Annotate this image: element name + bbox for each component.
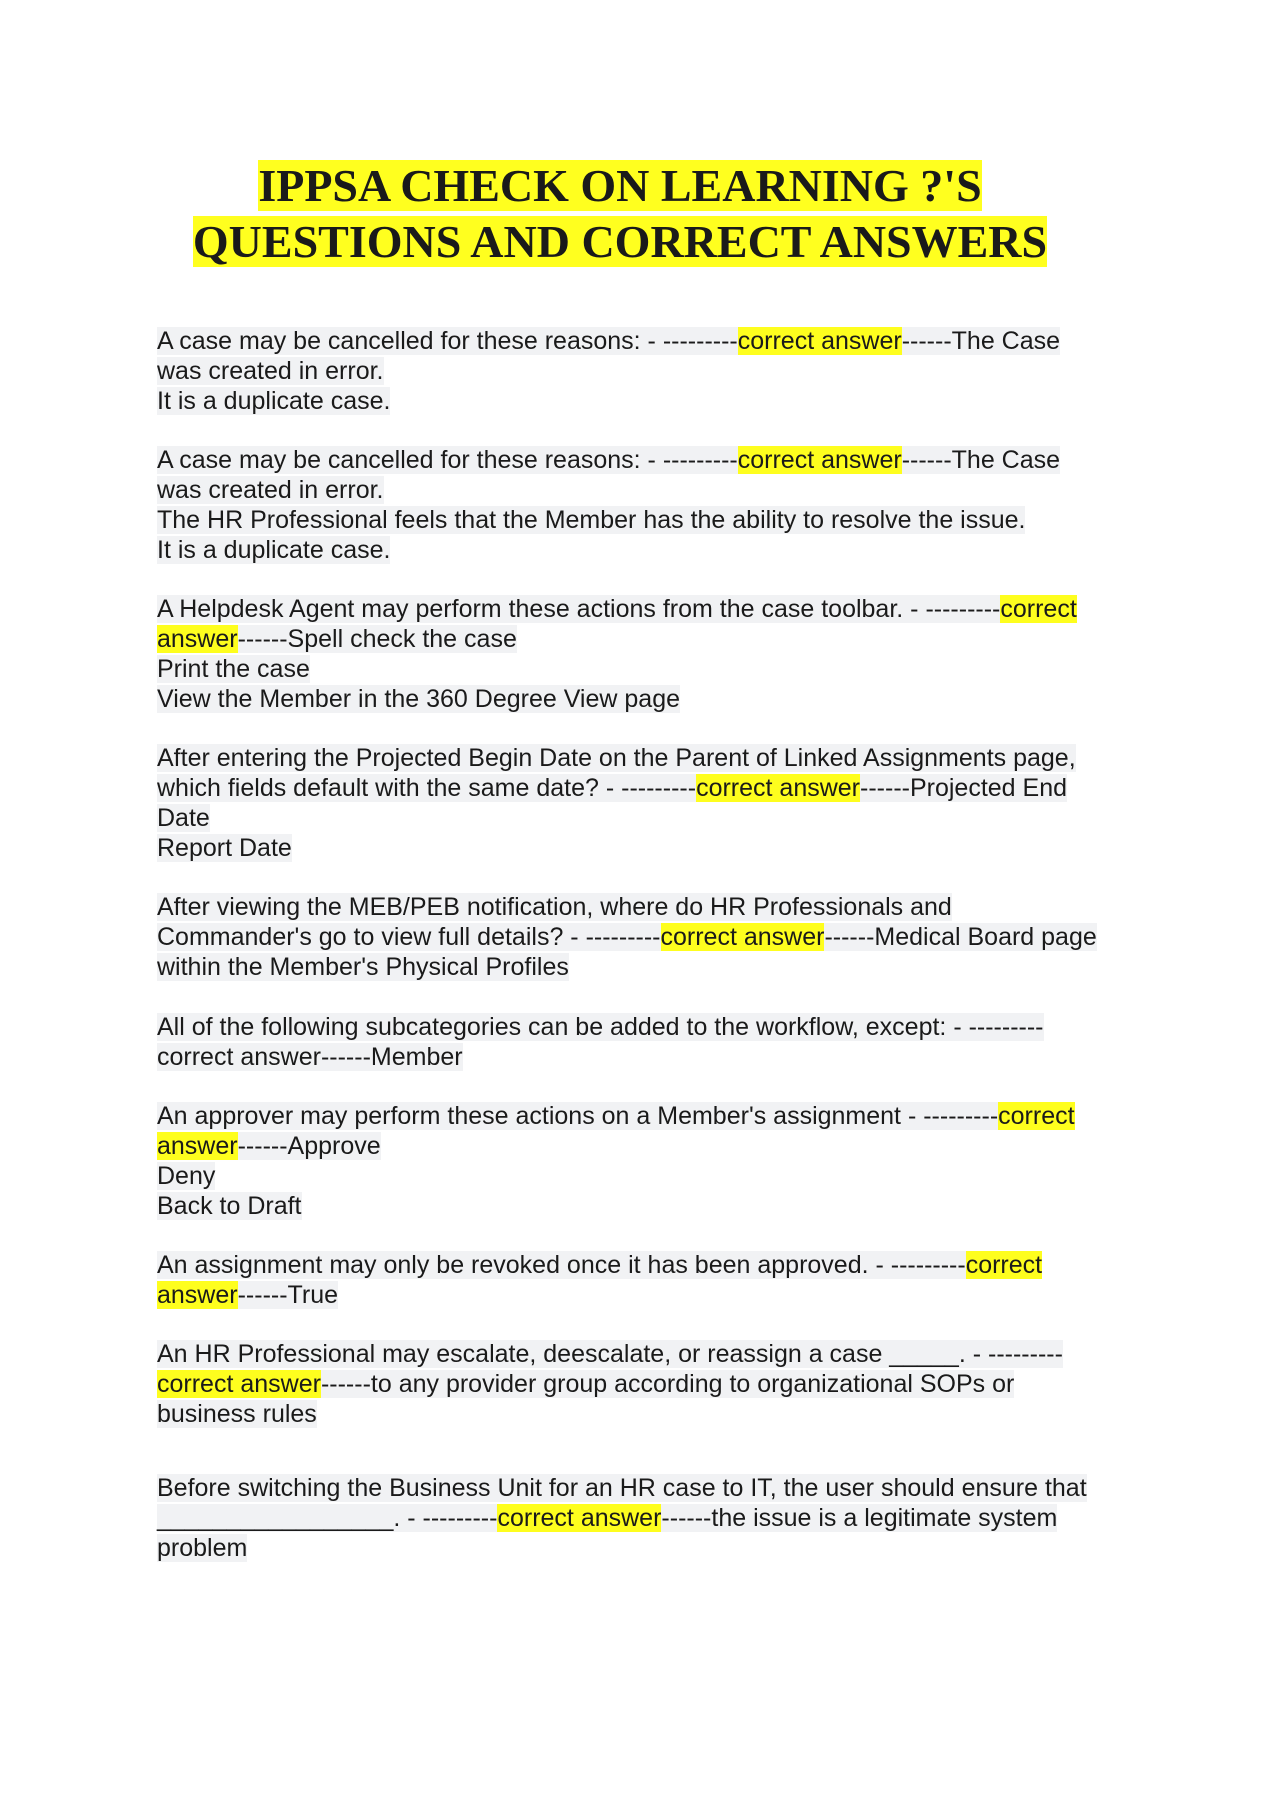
qa-line <box>157 386 1137 416</box>
qa-text: correct answer------Member <box>157 1043 463 1071</box>
qa-line <box>157 594 1137 624</box>
qa-text: ------Projected End <box>860 774 1068 802</box>
qa-text: _________________. - --------- <box>157 1504 498 1532</box>
qa-line <box>157 773 1137 803</box>
qa-block <box>157 1101 1137 1221</box>
qa-text: All of the following subcategories can be added to the workflow, except: - --------- <box>157 1013 1044 1041</box>
qa-text: problem <box>157 1534 248 1562</box>
highlighted-answer-label: answer <box>157 1132 238 1160</box>
qa-line <box>157 684 1137 714</box>
qa-line <box>157 1280 1137 1310</box>
qa-block <box>157 594 1137 714</box>
qa-line <box>157 1131 1137 1161</box>
qa-text: After viewing the MEB/PEB notification, where do HR Professionals and <box>157 893 952 921</box>
qa-text: Print the case <box>157 655 310 683</box>
highlighted-answer-label: correct answer <box>737 446 902 474</box>
qa-line <box>157 1533 1137 1563</box>
highlighted-answer-label: answer <box>157 625 238 653</box>
qa-text: was created in error. <box>157 357 384 385</box>
qa-block <box>157 326 1137 416</box>
qa-line <box>157 803 1137 833</box>
qa-text: An assignment may only be revoked once it has been approved. - --------- <box>157 1251 966 1279</box>
highlighted-answer-label: correct answer <box>157 1370 321 1398</box>
qa-block <box>157 1250 1137 1310</box>
qa-text: Date <box>157 804 210 832</box>
qa-line <box>157 445 1137 475</box>
qa-text: The HR Professional feels that the Member has the ability to resolve the issue. <box>157 506 1026 534</box>
qa-line <box>157 654 1137 684</box>
qa-text: ------Approve <box>237 1132 381 1160</box>
qa-line <box>157 1339 1137 1369</box>
qa-text: was created in error. <box>157 476 384 504</box>
qa-line <box>157 922 1137 952</box>
qa-text: A case may be cancelled for these reasons: - --------- <box>157 327 738 355</box>
highlighted-answer-label: correct answer <box>696 774 861 802</box>
qa-line <box>157 1250 1137 1280</box>
qa-line <box>157 505 1137 535</box>
qa-line <box>157 743 1137 773</box>
qa-text: ------The Case <box>901 446 1061 474</box>
qa-text: Back to Draft <box>157 1192 302 1220</box>
qa-line <box>157 535 1137 565</box>
qa-text: View the Member in the 360 Degree View page <box>157 685 681 713</box>
document-title <box>150 158 1090 270</box>
qa-line <box>157 475 1137 505</box>
qa-text: ------the issue is a legitimate system <box>661 1504 1058 1532</box>
qa-line <box>157 356 1137 386</box>
qa-line <box>157 952 1137 982</box>
qa-block <box>157 1473 1137 1563</box>
qa-text: ------to any provider group according to organizational SOPs or <box>320 1370 1015 1398</box>
highlighted-answer-label: correct <box>965 1251 1043 1279</box>
highlighted-answer-label: correct answer <box>660 923 825 951</box>
title-line-2: QUESTIONS AND CORRECT ANSWERS <box>192 216 1048 267</box>
highlighted-answer-label: correct answer <box>497 1504 662 1532</box>
highlighted-answer-label: correct <box>998 1102 1075 1130</box>
qa-block <box>157 445 1137 565</box>
highlighted-answer-label: answer <box>157 1281 238 1309</box>
qa-line <box>157 892 1137 922</box>
qa-line <box>157 1191 1137 1221</box>
qa-line <box>157 326 1137 356</box>
qa-line <box>157 1399 1137 1429</box>
qa-text: Deny <box>157 1162 216 1190</box>
qa-text: ------The Case <box>901 327 1061 355</box>
qa-line <box>157 624 1137 654</box>
qa-text: An approver may perform these actions on a Member's assignment - --------- <box>157 1102 999 1130</box>
qa-line <box>157 1042 1137 1072</box>
qa-text: A case may be cancelled for these reasons: - --------- <box>157 446 738 474</box>
qa-block <box>157 1012 1137 1072</box>
qa-text: ------Spell check the case <box>237 625 517 653</box>
highlighted-answer-label: correct <box>1000 595 1077 623</box>
qa-text: It is a duplicate case. <box>157 536 391 564</box>
qa-text: An HR Professional may escalate, deescalate, or reassign a case _____. - --------- <box>157 1340 1063 1368</box>
qa-block <box>157 1339 1137 1429</box>
qa-line <box>157 1369 1137 1399</box>
highlighted-answer-label: correct answer <box>737 327 902 355</box>
qa-line <box>157 1101 1137 1131</box>
qa-block <box>157 892 1137 982</box>
qa-text: ------True <box>237 1281 339 1309</box>
qa-text: ------Medical Board page <box>824 923 1097 951</box>
qa-text: After entering the Projected Begin Date on the Parent of Linked Assignments page, <box>157 744 1076 772</box>
qa-text: Before switching the Business Unit for an HR case to IT, the user should ensure that <box>157 1474 1087 1502</box>
qa-text: which fields default with the same date? - --------- <box>157 774 697 802</box>
qa-block <box>157 743 1137 863</box>
title-line-1: IPPSA CHECK ON LEARNING ?'S <box>258 160 982 211</box>
qa-line <box>157 1503 1137 1533</box>
qa-text: It is a duplicate case. <box>157 387 391 415</box>
qa-text: A Helpdesk Agent may perform these actions from the case toolbar. - --------- <box>157 595 1001 623</box>
qa-line <box>157 1473 1137 1503</box>
qa-line <box>157 1012 1137 1042</box>
qa-text: business rules <box>157 1400 317 1428</box>
qa-text: Report Date <box>157 834 292 862</box>
qa-line <box>157 1161 1137 1191</box>
qa-line <box>157 833 1137 863</box>
qa-text: Commander's go to view full details? - --------- <box>157 923 661 951</box>
qa-text: within the Member's Physical Profiles <box>157 953 569 981</box>
